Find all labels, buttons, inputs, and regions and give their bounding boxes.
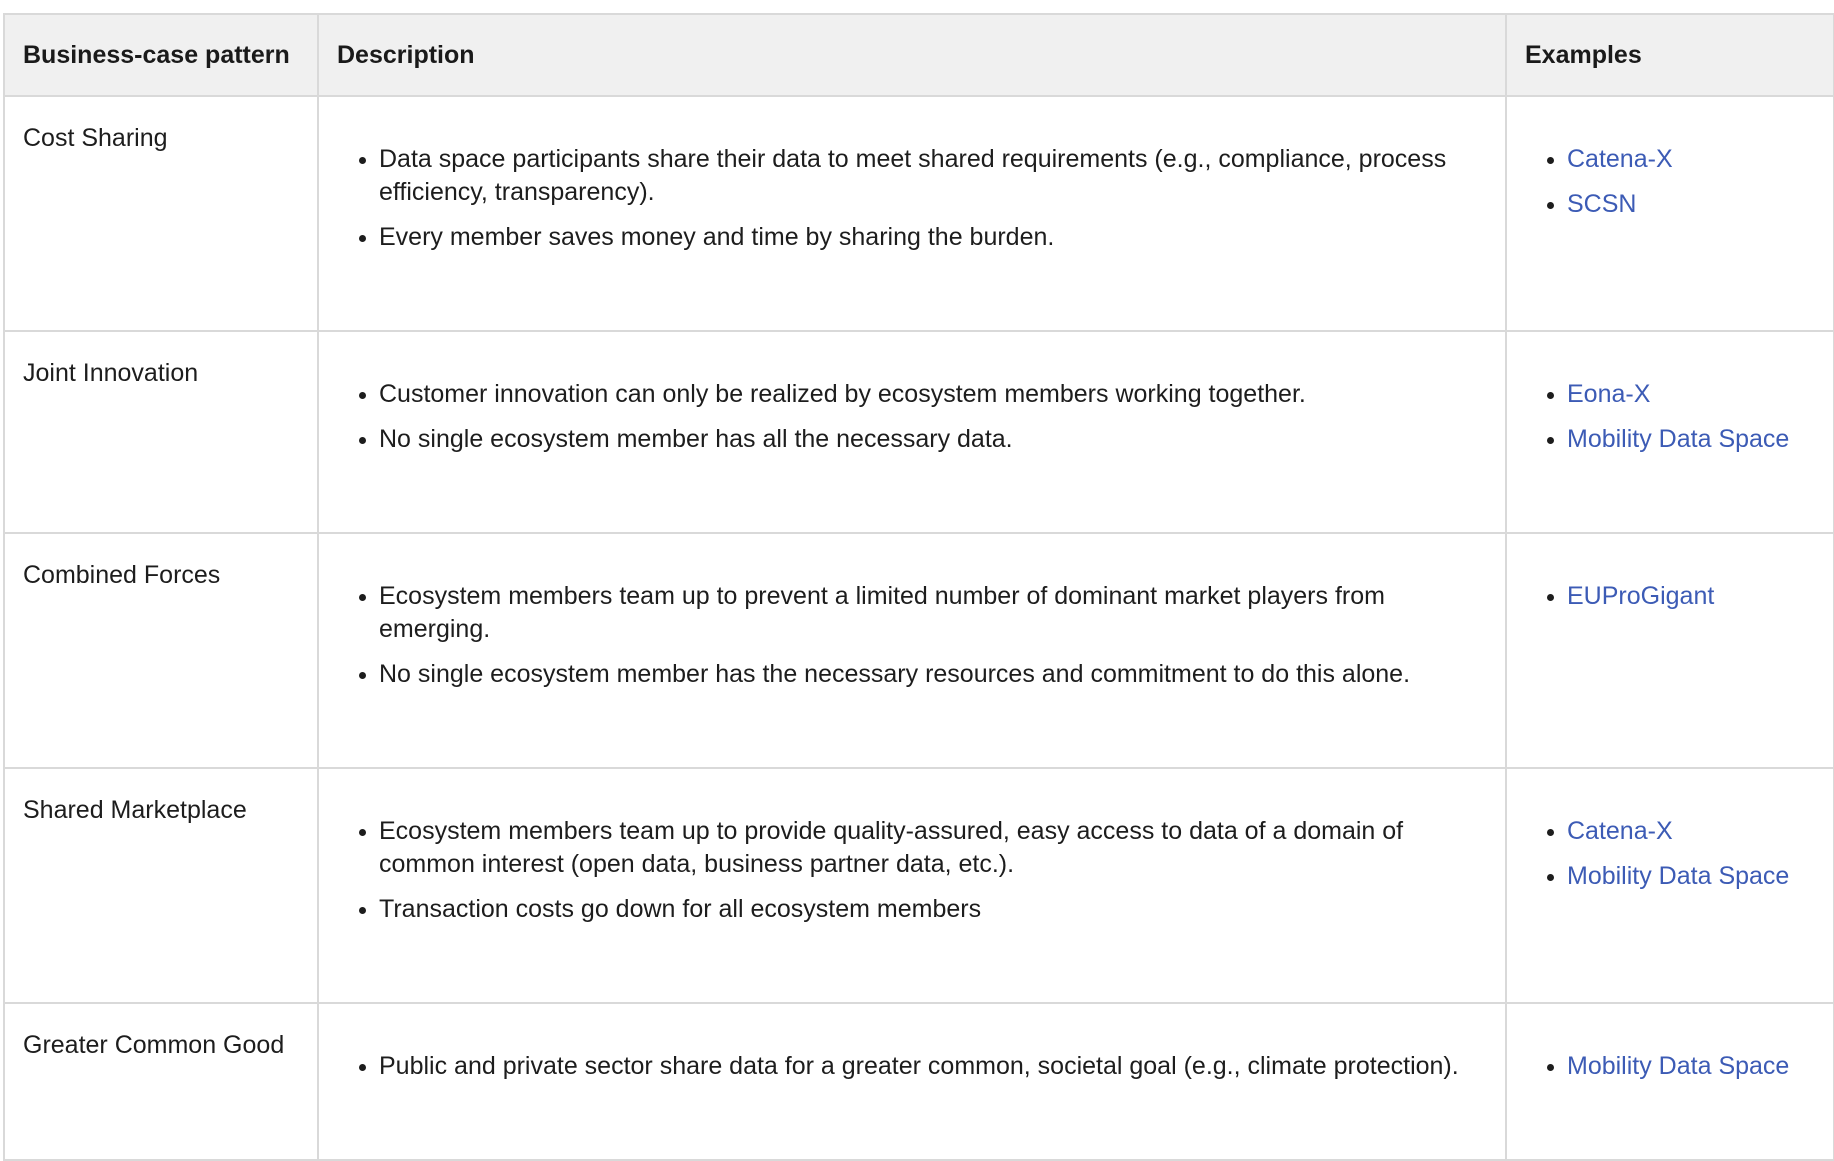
example-item (1567, 815, 1815, 848)
pattern-name: Greater Common Good (4, 1003, 318, 1160)
examples-list (1525, 143, 1815, 221)
description-cell (318, 768, 1506, 1003)
table-body (4, 96, 1834, 1160)
description-item: • Customer innovation can only be realized by ecosystem members working together. (379, 378, 1487, 411)
example-link[interactable]: Catena-X (1567, 817, 1673, 845)
description-list (337, 580, 1487, 691)
description-cell (318, 533, 1506, 768)
examples-cell (1506, 331, 1834, 533)
description-cell (318, 96, 1506, 331)
pattern-name: Shared Marketplace (4, 768, 318, 1003)
description-item: • No single ecosystem member has all the necessary data. (379, 423, 1487, 456)
table-row (4, 1003, 1834, 1160)
example-item (1567, 188, 1815, 221)
example-item (1567, 1050, 1815, 1083)
example-link[interactable]: Catena-X (1567, 145, 1673, 173)
description-item: • Public and private sector share data for a greater common, societal goal (e.g., climate protection). (379, 1050, 1487, 1083)
description-item: • Ecosystem members team up to prevent a limited number of dominant market players from emerging. (379, 580, 1487, 646)
pattern-name: Joint Innovation (4, 331, 318, 533)
description-item: • Ecosystem members team up to provide quality-assured, easy access to data of a domain of common interest (open data, business partner data, etc.). (379, 815, 1487, 881)
examples-list (1525, 580, 1815, 613)
table-row (4, 533, 1834, 768)
description-item: • No single ecosystem member has the necessary resources and commitment to do this alone. (379, 658, 1487, 691)
example-link[interactable]: Mobility Data Space (1567, 862, 1790, 890)
examples-cell (1506, 533, 1834, 768)
header-examples: Examples (1506, 14, 1834, 96)
header-description: Description (318, 14, 1506, 96)
description-list (337, 815, 1487, 926)
example-link[interactable]: Mobility Data Space (1567, 425, 1790, 453)
examples-cell (1506, 768, 1834, 1003)
header-row (4, 14, 1834, 96)
examples-cell (1506, 96, 1834, 331)
description-list (337, 143, 1487, 254)
example-item (1567, 860, 1815, 893)
examples-list (1525, 815, 1815, 893)
examples-list (1525, 378, 1815, 456)
description-cell (318, 1003, 1506, 1160)
header-pattern: Business-case pattern (4, 14, 318, 96)
pattern-name: Cost Sharing (4, 96, 318, 331)
description-item: • Data space participants share their data to meet shared requirements (e.g., compliance, process efficiency, transparency). (379, 143, 1487, 209)
description-cell (318, 331, 1506, 533)
example-link[interactable]: Mobility Data Space (1567, 1052, 1790, 1080)
example-item (1567, 378, 1815, 411)
business-case-patterns-table (3, 13, 1834, 1161)
pattern-name: Combined Forces (4, 533, 318, 768)
table-row (4, 768, 1834, 1003)
description-list (337, 1050, 1487, 1083)
description-list (337, 378, 1487, 456)
example-link[interactable]: Eona-X (1567, 380, 1651, 408)
example-item (1567, 143, 1815, 176)
description-item: • Every member saves money and time by sharing the burden. (379, 221, 1487, 254)
description-item: • Transaction costs go down for all ecosystem members (379, 893, 1487, 926)
example-link[interactable]: EUProGigant (1567, 582, 1715, 610)
example-link[interactable]: SCSN (1567, 190, 1637, 218)
example-item (1567, 580, 1815, 613)
table-header (4, 14, 1834, 96)
example-item (1567, 423, 1815, 456)
table-row (4, 331, 1834, 533)
table-row (4, 96, 1834, 331)
examples-list (1525, 1050, 1815, 1083)
examples-cell (1506, 1003, 1834, 1160)
